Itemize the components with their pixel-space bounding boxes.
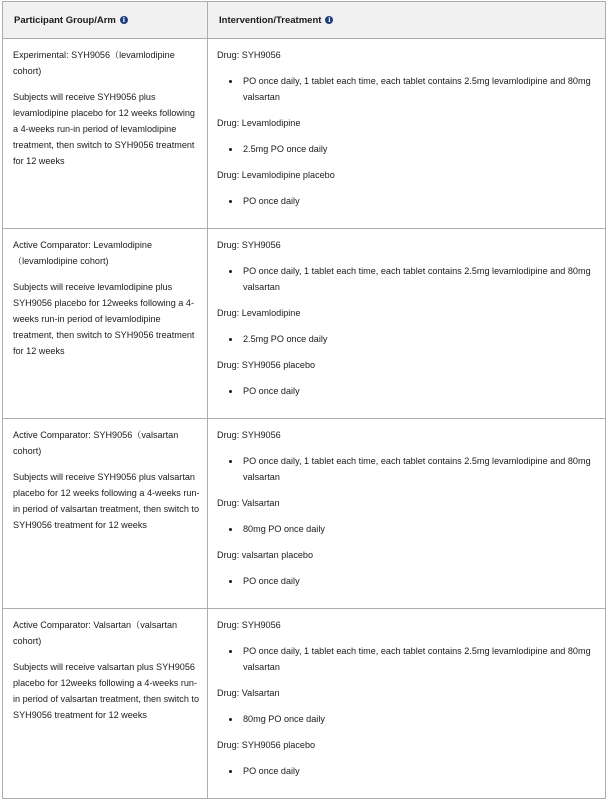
drug-detail: • 2.5mg PO once daily (241, 141, 599, 157)
arm-description: Subjects will receive SYH9056 plus valsartan placebo for 12 weeks following a 4-weeks run-in period of valsartan treatment, then switch to SYH9056 treatment for 12 weeks (13, 472, 200, 530)
drug-label: Drug: SYH9056 (217, 430, 281, 440)
arm-description: Subjects will receive SYH9056 plus levamlodipine placebo for 12 weeks following a 4-weeks run-in period of levamlodipine treatment, then switch to SYH9056 treatment for 12 weeks (13, 92, 195, 166)
table-row (3, 39, 606, 229)
info-icon[interactable]: i (325, 16, 333, 24)
drug-detail: • PO once daily (241, 763, 599, 779)
arm-description: Subjects will receive levamlodipine plus SYH9056 placebo for 12weeks following a 4-weeks run-in period of levamlodipine treatment, then switch to SYH9056 treatment for 12 weeks (13, 282, 195, 356)
drug-detail-list (217, 453, 599, 485)
drug-detail-list (217, 711, 599, 727)
drug-detail-list (217, 263, 599, 295)
drug-label: Drug: valsartan placebo (217, 550, 314, 560)
drug-detail-list (217, 331, 599, 347)
drug-detail-list (217, 73, 599, 105)
drug-label: Drug: Levamlodipine (217, 118, 301, 128)
arm-title: Active Comparator: Levamlodipine（levamlodipine cohort) (13, 240, 152, 266)
intervention-cell (208, 229, 606, 419)
drug-detail: • PO once daily, 1 tablet each time, each tablet contains 2.5mg levamlodipine and 80mg valsartan (241, 263, 599, 295)
drug-detail: • PO once daily (241, 193, 599, 209)
drug-detail-list (217, 643, 599, 675)
intervention-cell (208, 39, 606, 229)
drug-label: Drug: SYH9056 (217, 620, 281, 630)
drug-label: Drug: SYH9056 placebo (217, 740, 316, 750)
drug-detail: • PO once daily, 1 tablet each time, each tablet contains 2.5mg levamlodipine and 80mg valsartan (241, 453, 599, 485)
drug-detail-list (217, 763, 599, 779)
table-row (3, 419, 606, 609)
drug-label: Drug: Valsartan (217, 498, 280, 508)
drug-detail-list (217, 521, 599, 537)
drug-detail-list (217, 141, 599, 157)
drug-label: Drug: SYH9056 (217, 240, 281, 250)
column-header-participant-group (3, 2, 208, 39)
arms-interventions-table (2, 1, 606, 799)
arm-title: Active Comparator: Valsartan（valsartan cohort) (13, 620, 178, 646)
info-icon[interactable]: i (120, 16, 128, 24)
column-header-label: Participant Group/Arm (14, 14, 116, 26)
drug-detail: • PO once daily, 1 tablet each time, each tablet contains 2.5mg levamlodipine and 80mg valsartan (241, 73, 599, 105)
drug-label: Drug: SYH9056 (217, 50, 281, 60)
drug-label: Drug: Levamlodipine (217, 308, 301, 318)
arm-description: Subjects will receive valsartan plus SYH9056 placebo for 12weeks following a 4-weeks run-in period of valsartan treatment, then switch to SYH9056 treatment for 12 weeks (13, 662, 200, 720)
drug-detail: • 2.5mg PO once daily (241, 331, 599, 347)
arm-title: Experimental: SYH9056（levamlodipine cohort) (13, 50, 175, 76)
table-row (3, 609, 606, 799)
table-header-row (3, 2, 606, 39)
arm-cell (3, 419, 208, 609)
drug-label: Drug: SYH9056 placebo (217, 360, 316, 370)
arm-title: Active Comparator: SYH9056（valsartan cohort) (13, 430, 179, 456)
drug-detail: • PO once daily (241, 383, 599, 399)
drug-detail-list (217, 383, 599, 399)
arm-cell (3, 39, 208, 229)
drug-detail-list (217, 193, 599, 209)
drug-label: Drug: Valsartan (217, 688, 280, 698)
arm-cell (3, 609, 208, 799)
column-header-intervention (208, 2, 606, 39)
drug-detail: • PO once daily (241, 573, 599, 589)
drug-detail: • PO once daily, 1 tablet each time, each tablet contains 2.5mg levamlodipine and 80mg valsartan (241, 643, 599, 675)
table-row (3, 229, 606, 419)
intervention-cell (208, 419, 606, 609)
intervention-cell (208, 609, 606, 799)
drug-label: Drug: Levamlodipine placebo (217, 170, 335, 180)
drug-detail-list (217, 573, 599, 589)
column-header-label: Intervention/Treatment (219, 14, 322, 26)
drug-detail: • 80mg PO once daily (241, 711, 599, 727)
arm-cell (3, 229, 208, 419)
drug-detail: • 80mg PO once daily (241, 521, 599, 537)
